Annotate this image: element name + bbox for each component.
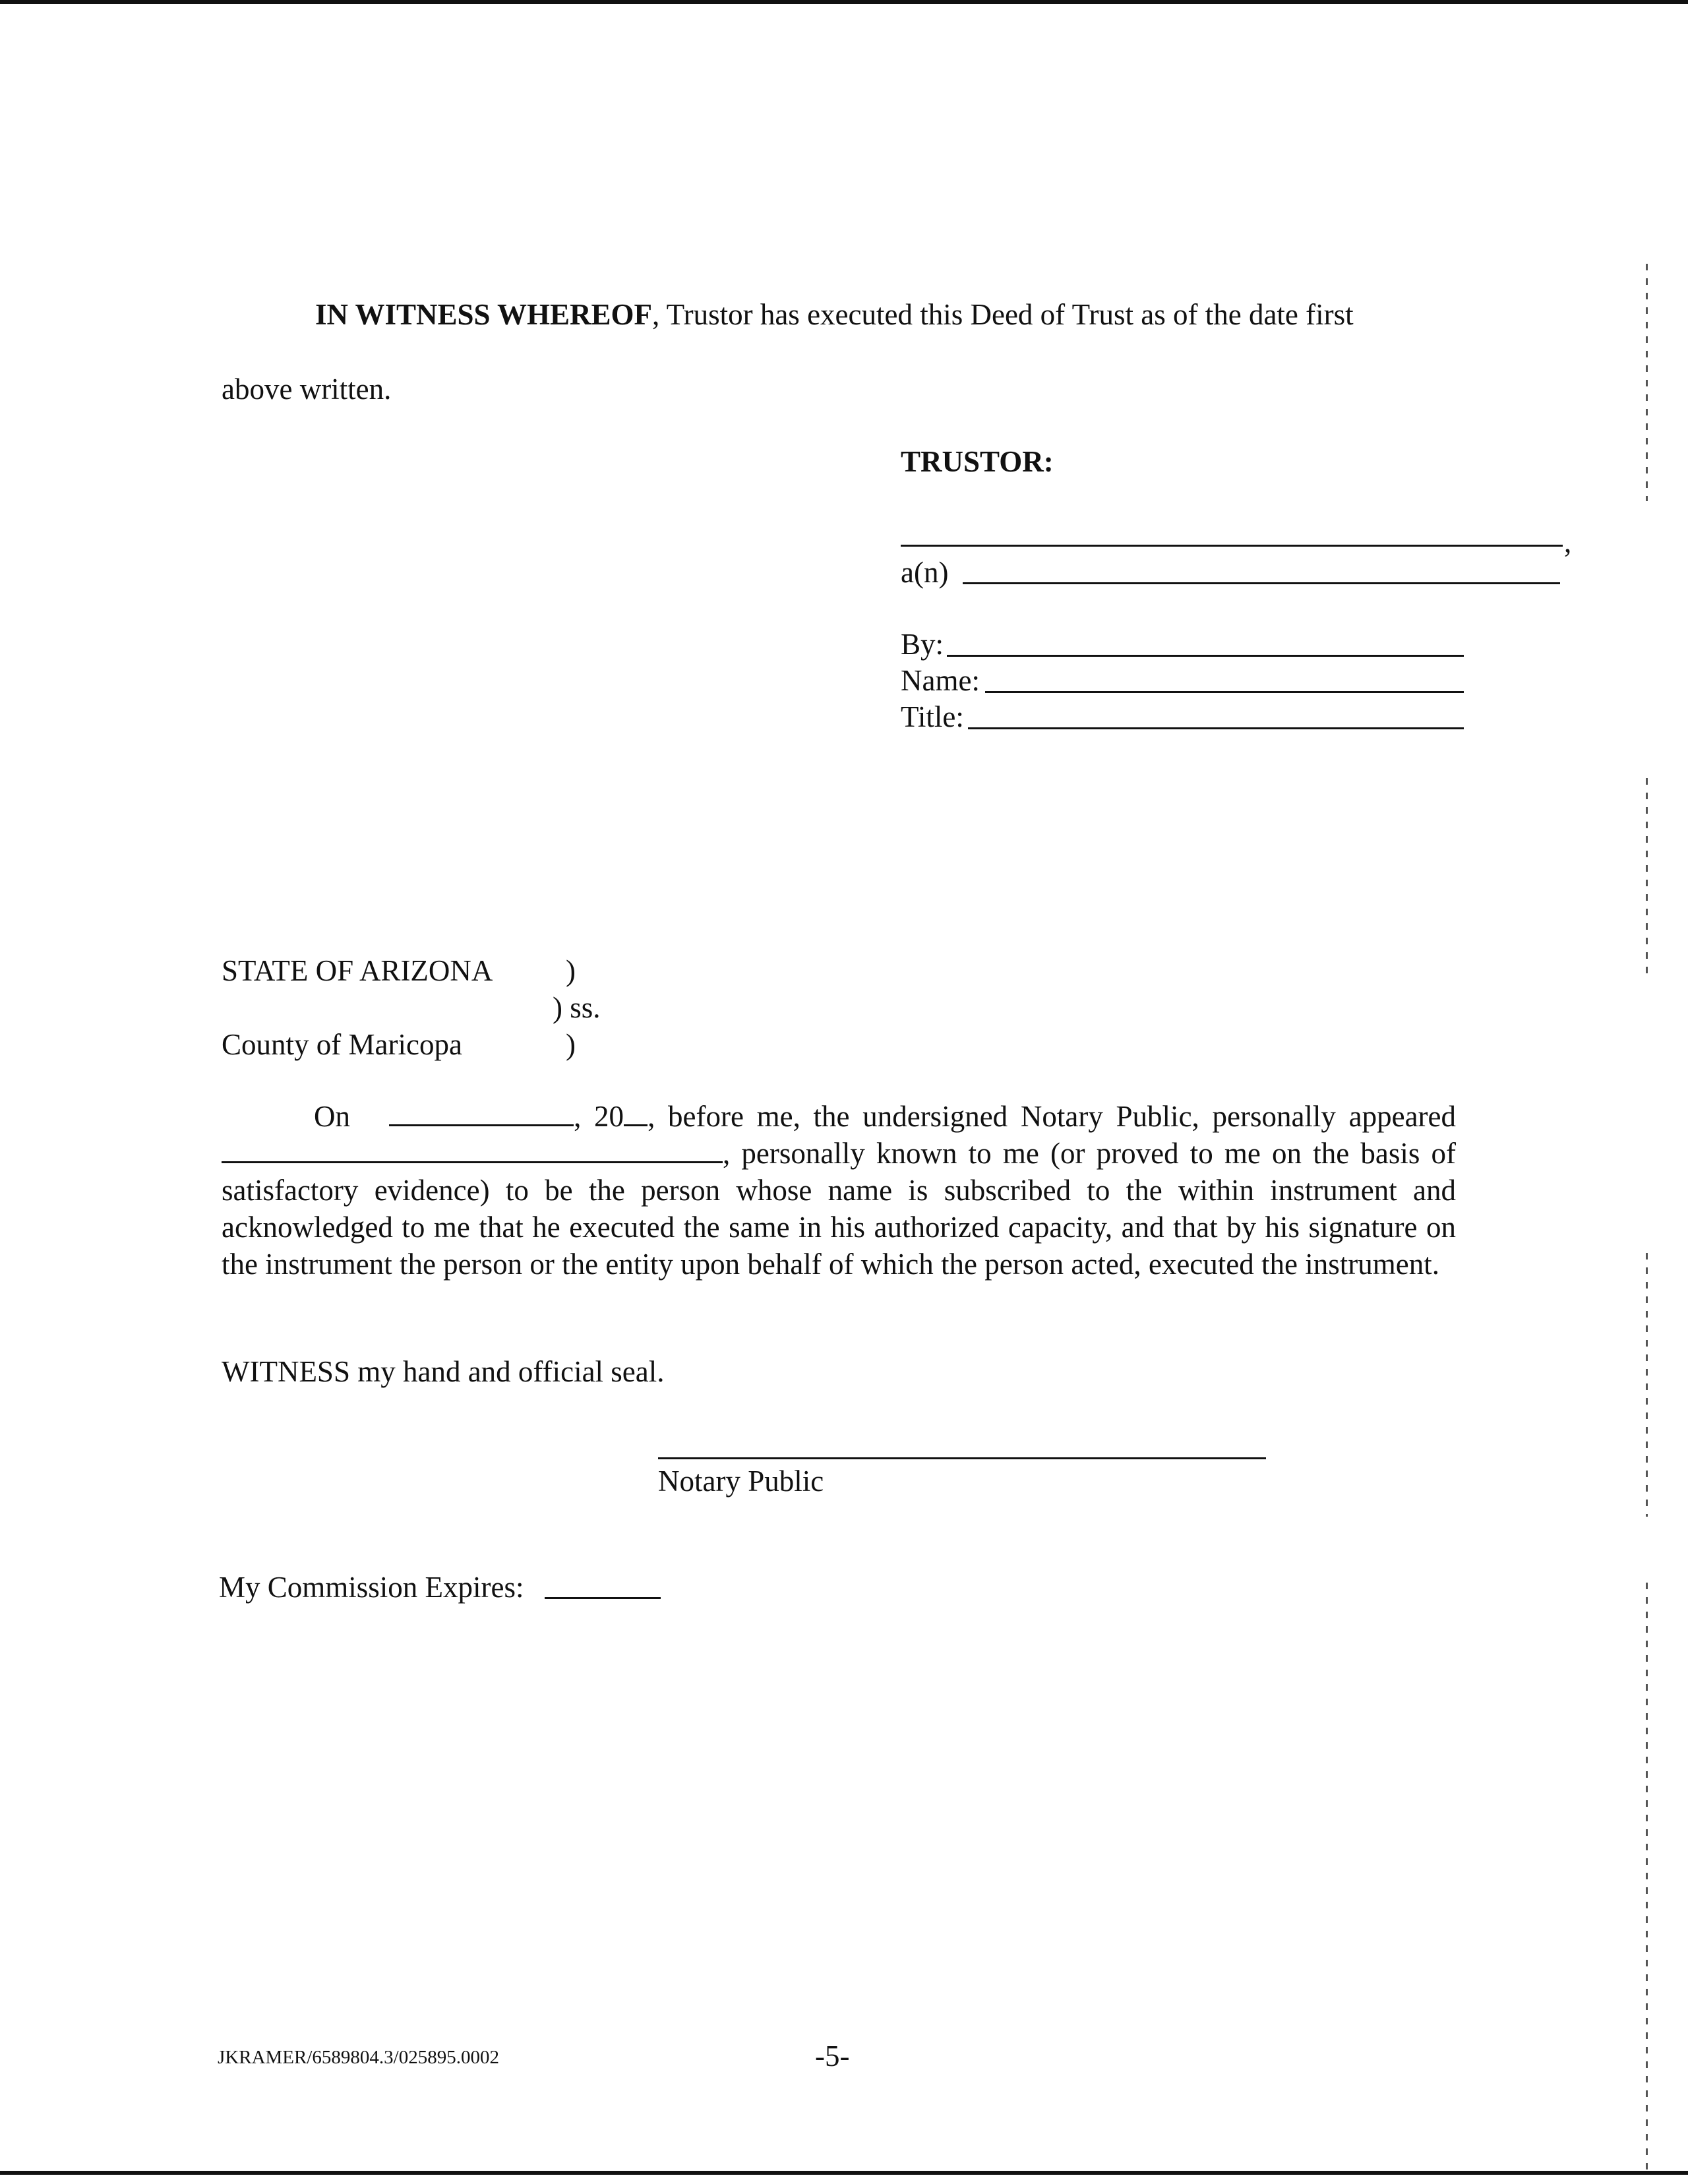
footer-doc-id: JKRAMER/6589804.3/025895.0002 xyxy=(218,2047,499,2068)
trustor-heading: TRUSTOR: xyxy=(901,445,1054,478)
witness-clause-rest: , Trustor has executed this Deed of Trust as of the date first xyxy=(652,298,1354,331)
state-label: STATE OF ARIZONA xyxy=(222,954,493,987)
title-line[interactable] xyxy=(968,727,1464,729)
witness-clause-line2: above written. xyxy=(222,373,392,406)
acknowledgment-paragraph xyxy=(222,1098,1456,1283)
ack-date-blank[interactable] xyxy=(389,1102,574,1126)
notary-label: Notary Public xyxy=(658,1465,824,1498)
top-scan-edge xyxy=(0,0,1688,4)
scan-artifact xyxy=(1646,1253,1648,1517)
commission-date-line[interactable] xyxy=(545,1597,661,1599)
scan-artifact xyxy=(1646,264,1648,501)
scan-artifact xyxy=(1646,1583,1648,2176)
notary-signature-line[interactable] xyxy=(658,1457,1266,1459)
witness-whereof-lead: IN WITNESS WHEREOF xyxy=(315,298,652,331)
ack-after-year: , before me, the undersigned Notary Public, personally appeared xyxy=(648,1100,1457,1133)
scan-artifact xyxy=(1646,778,1648,976)
entity-type-line[interactable] xyxy=(963,582,1560,584)
entity-type-label: a(n) xyxy=(901,556,949,589)
ack-on: On xyxy=(314,1100,350,1133)
footer-page-number: -5- xyxy=(815,2040,850,2073)
trustor-name-line[interactable] xyxy=(901,545,1563,547)
witness-clause-line1 xyxy=(315,300,1354,330)
by-label: By: xyxy=(901,628,944,661)
county-label: County of Maricopa xyxy=(222,1028,462,1061)
bottom-scan-edge xyxy=(0,2171,1688,2175)
by-signature-line[interactable] xyxy=(947,655,1464,657)
name-line[interactable] xyxy=(985,691,1464,693)
ack-year-blank[interactable] xyxy=(624,1102,648,1126)
commission-label: My Commission Expires: xyxy=(219,1571,524,1604)
venue-paren-1: ) xyxy=(566,954,576,987)
venue-paren-2: ) xyxy=(566,1028,576,1061)
name-label: Name: xyxy=(901,664,980,697)
ack-after-date: , 20 xyxy=(574,1100,624,1133)
title-label: Title: xyxy=(901,700,964,733)
ack-name-blank[interactable] xyxy=(222,1139,723,1163)
trustor-comma: , xyxy=(1564,526,1572,559)
ack-after-name: , personally known to me (or proved to me on the basis of satisfactory evidence) to be the person whose name is subscribed to the within instrument and acknowledged to me that he executed the same in his authorized capacity, and that by his signature on the instrument the person or the entity upon behalf of which the person acted, executed the instrument. xyxy=(222,1137,1456,1281)
witness-seal-text: WITNESS my hand and official seal. xyxy=(222,1355,665,1388)
venue-ss: ) ss. xyxy=(553,991,601,1024)
